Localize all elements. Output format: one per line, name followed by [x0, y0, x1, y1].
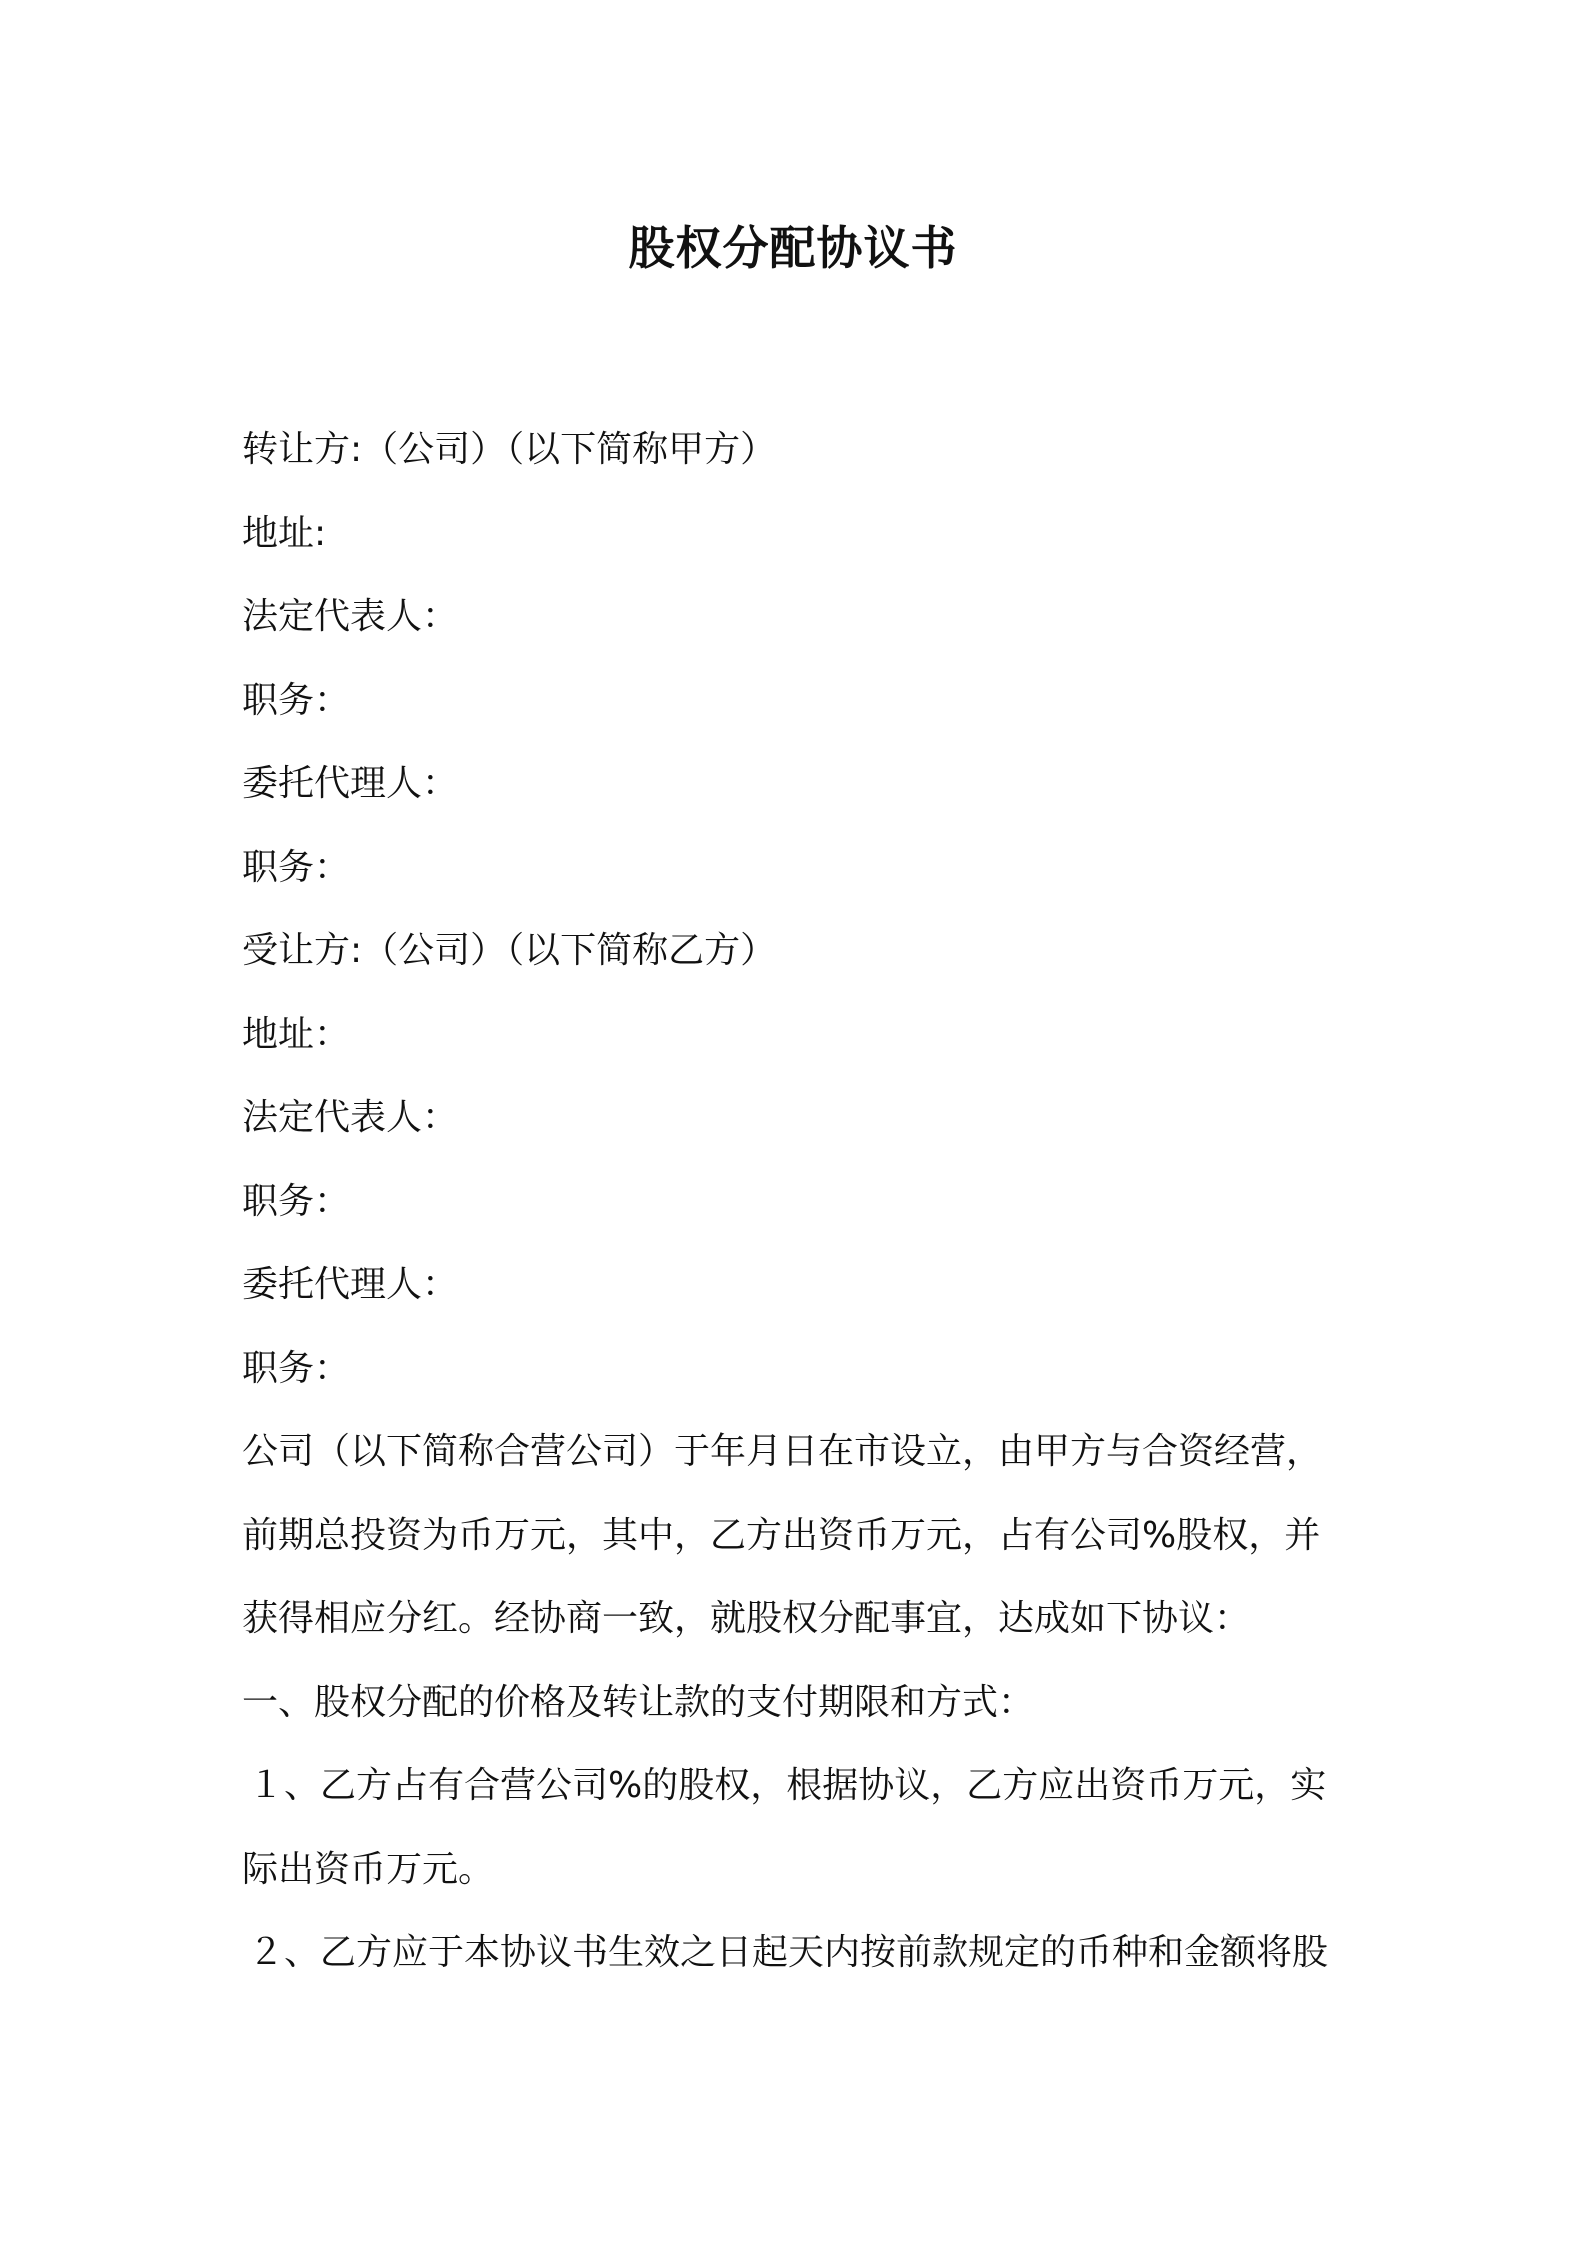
- transferor-legal-representative-line: 法定代表人：: [242, 596, 459, 637]
- transferor-agent-position-line: 职务：: [242, 846, 351, 888]
- transferee-agent-position-line: 职务：: [242, 1347, 351, 1389]
- document-body: [242, 408, 1362, 1995]
- section-1-heading: 一、股权分配的价格及转让款的支付期限和方式：: [242, 1681, 1035, 1723]
- clause-2-line-1: ２、乙方应于本协议书生效之日起天内按前款规定的币种和金额将股: [248, 1932, 1329, 1973]
- clause-1-line-2: 际出资币万元。: [242, 1848, 495, 1890]
- transferee-line: 受让方:（公司）（以下简称乙方）: [242, 930, 777, 971]
- transferor-line: 转让方:（公司）（以下简称甲方）: [242, 429, 777, 470]
- transferee-address-line: 地址：: [242, 1013, 351, 1055]
- intro-paragraph-line-2: 前期总投资为币万元，其中，乙方出资币万元，占有公司%股权，并: [242, 1514, 1321, 1556]
- transferor-position-line: 职务：: [242, 679, 351, 721]
- document-title: 股权分配协议书: [628, 221, 958, 275]
- transferor-agent-line: 委托代理人：: [242, 763, 459, 804]
- transferor-address-line: 地址:: [242, 512, 327, 554]
- transferee-agent-line: 委托代理人：: [242, 1264, 459, 1305]
- clause-1-line-1: １、乙方占有合营公司%的股权，根据协议，乙方应出资币万元，实: [248, 1765, 1327, 1806]
- intro-paragraph-line-3: 获得相应分红。经协商一致，就股权分配事宜，达成如下协议：: [242, 1598, 1251, 1639]
- transferee-position-line: 职务：: [242, 1180, 351, 1222]
- intro-paragraph-line-1: 公司（以下简称合营公司）于年月日在市设立，由甲方与合资经营，: [242, 1431, 1323, 1472]
- transferee-legal-representative-line: 法定代表人：: [242, 1097, 459, 1138]
